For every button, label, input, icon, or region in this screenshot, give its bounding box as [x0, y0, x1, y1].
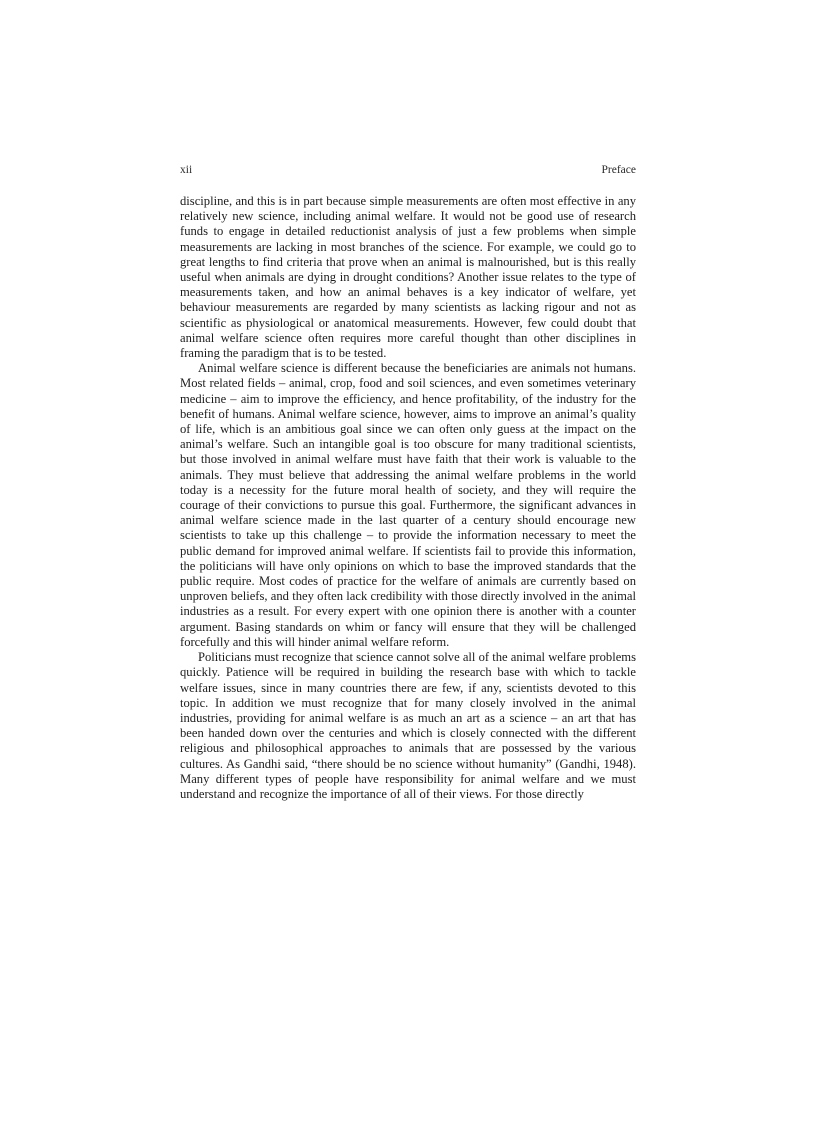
running-head [180, 164, 636, 180]
page-number: xii [180, 164, 193, 176]
paragraph-1: discipline, and this is in part because simple measurements are often most effective in any relatively new science, including animal welfare. It would not be good use of research funds to engage in detailed reductionist analysis of just a few problems when simple measurements are lacking in most branches of the science. For example, we could go to great lengths to find criteria that prove when an animal is malnourished, but is this really useful when animals are dying in drought conditions? Another issue relates to the type of measurements taken, and how an animal behaves is a key indicator of welfare, yet behaviour measurements are regarded by many scientists as lacking rigour and not as scientific as physiological or anatomical measurements. However, few could doubt that animal welfare science often requires more careful thought than other disciplines in framing the paradigm that is to be tested. [180, 194, 636, 361]
paragraph-2: Animal welfare science is different because the beneficiaries are animals not humans. Most related fields – animal, crop, food and soil sciences, and even sometimes veterinary medicine – aim to improve the efficiency, and hence profitability, of the industry for the benefit of humans. Animal welfare science, however, aims to improve an animal’s quality of life, which is an ambitious goal since we can often only guess at the impact on the animal’s welfare. Such an intangible goal is too obscure for many traditional scientists, but those involved in animal welfare must have faith that their work is valuable to the animals. They must believe that addressing the animal welfare problems in the world today is a necessity for the future moral health of society, and they will require the courage of their convictions to pursue this goal. Furthermore, the significant advances in animal welfare science made in the last quarter of a century should encourage new scientists to take up this challenge – to provide the information necessary to meet the public demand for improved animal welfare. If scientists fail to provide this information, the politicians will have only opinions on which to base the improved standards that the public require. Most codes of practice for the welfare of animals are currently based on unproven beliefs, and they often lack credibility with those directly involved in the animal industries as a result. For every expert with one opinion there is another with a counter argument. Basing standards on whim or fancy will ensure that they will be challenged forcefully and this will hinder animal welfare reform. [180, 361, 636, 649]
paragraph-3: Politicians must recognize that science cannot solve all of the animal welfare problems quickly. Patience will be required in building the research base with which to tackle welfare issues, since in many countries there are few, if any, scientists devoted to this topic. In addition we must recognize that for many closely involved in the animal industries, providing for animal welfare is as much an art as a science – an art that has been handed down over the centuries and which is closely connected with the different religious and philosophical approaches to animals that are possessed by the various cultures. As Gandhi said, “there should be no science without humanity” (Gandhi, 1948). Many different types of people have responsibility for animal welfare and we must understand and recognize the importance of all of their views. For those directly [180, 650, 636, 801]
body-text [180, 194, 636, 802]
running-head-title: Preface [601, 164, 636, 176]
